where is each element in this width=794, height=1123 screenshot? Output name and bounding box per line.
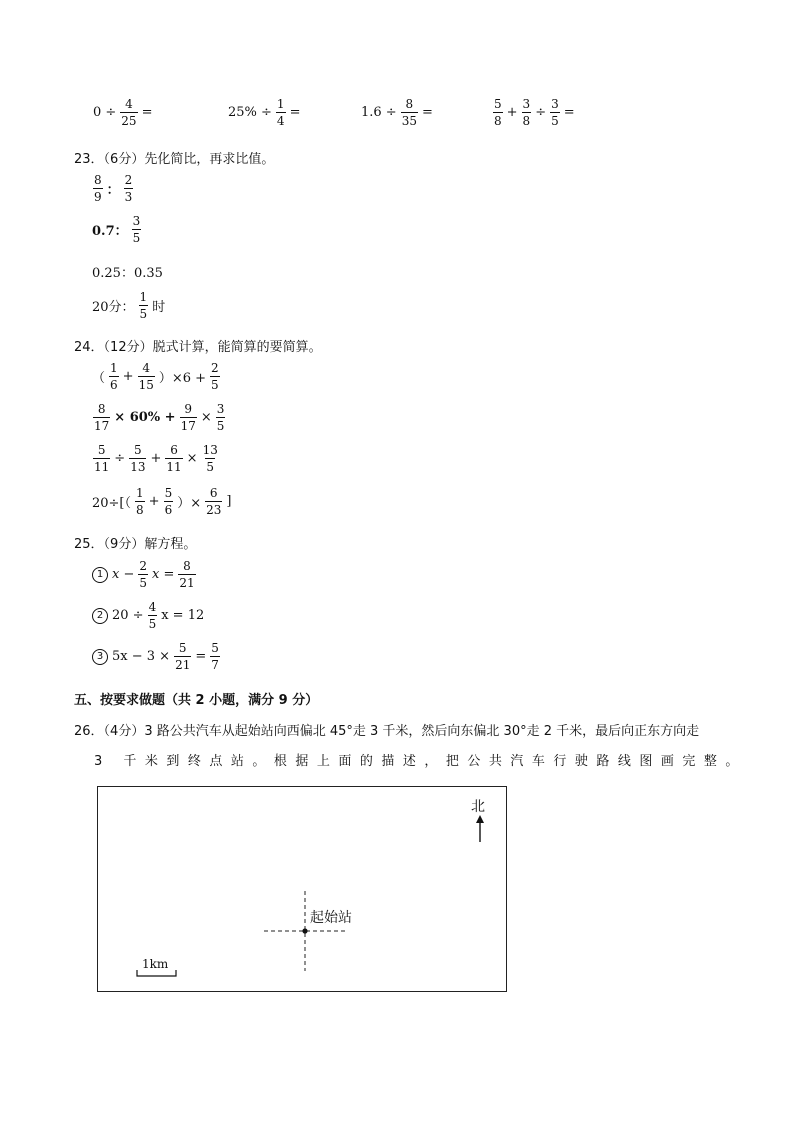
expr-text: 25% ÷ [228,105,272,120]
question-24-title: 24．（12分）脱式计算，能简算的要简算。 [74,340,322,355]
circled-number-2: 2 [92,608,108,624]
equals-sign: = [141,105,153,120]
q24-item-2 [92,403,226,432]
denominator: 35 [401,114,417,128]
numerator: 13 [202,443,218,457]
numerator: 6 [209,486,218,500]
divide-sign: ÷ [114,451,126,466]
denominator: 15 [138,378,154,392]
question-26-line-2: 3 千米到终点站。根据上面的描述，把公共汽车行驶路线图画完整。 [94,754,747,769]
fraction [216,403,226,432]
numerator: 8 [405,97,414,111]
numerator: 5 [494,97,502,111]
expr-text: 0.7： [92,224,128,239]
ratio-colon: ： [106,183,120,198]
numerator: 3 [551,97,559,111]
denominator: 5 [132,231,141,245]
denominator: 7 [211,658,219,672]
fraction [124,174,134,203]
fraction [93,403,110,432]
denominator: 11 [94,460,110,474]
numerator: 4 [148,600,157,614]
fraction [139,291,149,320]
equals-sign: = [421,105,433,120]
denominator: 5 [148,617,157,631]
numerator: 4 [142,361,151,375]
expr-text: 时 [152,300,166,315]
expr-text: 20分： [92,300,135,315]
divide-sign: ÷ [535,105,547,120]
denominator: 5 [216,419,225,433]
expr-text: 0 ÷ [93,105,117,120]
north-label: 北 [471,799,485,815]
question-23-title: 23．（6分）先化简比，再求比值。 [74,152,275,167]
fraction [132,215,142,244]
plus-sign: + [122,369,134,384]
numerator: 5 [178,641,187,655]
denominator: 17 [180,419,196,433]
expr-text: 5x − 3 × [112,649,171,664]
denominator: 5 [139,307,148,321]
fraction [401,98,418,127]
numerator: 5 [164,486,173,500]
north-arrowhead-icon [476,815,484,823]
fraction [550,98,560,127]
equals-sign: = [563,105,575,120]
q24-item-1 [92,362,221,391]
q25-equation-1 [92,560,197,589]
numerator: 6 [170,443,178,457]
q25-equation-2 [92,601,204,630]
denominator: 8 [522,114,531,128]
q23-item-4 [92,291,165,320]
fraction [93,444,110,473]
numerator: 1 [136,486,144,500]
fraction [138,560,148,589]
q24-item-3 [92,444,220,473]
denominator: 4 [276,114,285,128]
fraction [178,560,195,589]
denominator: 23 [206,503,222,517]
denominator: 5 [551,114,559,128]
expr-text: 20÷[（ [92,496,132,511]
circled-number-1: 1 [92,567,108,583]
plus-sign: + [150,451,162,466]
calc-expression-1 [93,98,152,127]
fraction [164,487,174,516]
start-point-dot [302,928,307,933]
numerator: 2 [211,361,219,375]
fraction [276,98,286,127]
denominator: 5 [206,460,215,474]
expr-text: 1.6 ÷ [361,105,397,120]
denominator: 8 [136,503,144,517]
denominator: 5 [211,378,219,392]
bracket-close: ] [226,494,232,509]
numerator: 8 [97,402,106,416]
scale-label: 1km [142,957,169,971]
fraction [180,403,197,432]
numerator: 5 [97,443,106,457]
circled-number-3: 3 [92,649,108,665]
denominator: 6 [164,503,173,517]
fraction [210,642,220,671]
q23-item-3: 0.25：0.35 [92,266,163,281]
section-5-heading: 五、按要求做题（共 2 小题，满分 9 分） [74,693,319,708]
denominator: 21 [175,658,191,672]
equals-sign: = [289,105,301,120]
calc-expression-4 [492,98,575,127]
fraction [129,444,146,473]
numerator: 9 [184,402,193,416]
q25-equation-3 [92,642,221,671]
numerator: 5 [134,443,142,457]
numerator: 3 [132,214,141,228]
q24-item-4 [92,487,231,516]
expr-text: × 60% + [114,410,176,425]
plus-sign: + [506,105,518,120]
fraction [165,444,182,473]
fraction [210,362,220,391]
numerator: 1 [276,97,285,111]
fraction [202,444,219,473]
denominator: 5 [139,576,147,590]
start-station-label: 起始站 [310,910,352,926]
numerator: 1 [139,290,148,304]
q23-item-2 [92,215,142,244]
denominator: 11 [166,460,182,474]
fraction [135,487,145,516]
times-sign: × [200,410,212,425]
denominator: 21 [179,576,195,590]
expr-text: ）×6 + [158,371,207,386]
times-sign: × [186,451,198,466]
fraction [120,98,137,127]
fraction [205,487,222,516]
fraction [148,601,158,630]
q23-item-1 [92,174,134,203]
plus-sign: + [148,494,160,509]
denominator: 3 [124,190,133,204]
expr-text: x − [112,567,135,582]
fraction [138,362,155,391]
denominator: 17 [94,419,110,433]
numerator: 2 [139,559,147,573]
question-26-line-1: 26．（4分）3 路公共汽车从起始站向西偏北 45°走 3 千米，然后向东偏北 30°走 2 千米，最后向正东方向走 [74,724,700,739]
numerator: 5 [211,641,219,655]
denominator: 8 [494,114,502,128]
numerator: 8 [183,559,191,573]
paren-open: （ [92,371,106,386]
fraction [493,98,503,127]
numerator: 1 [110,361,118,375]
route-map-figure [97,786,507,992]
denominator: 13 [130,460,146,474]
numerator: 3 [522,97,531,111]
numerator: 3 [216,402,225,416]
fraction [109,362,119,391]
equals-sign: = [195,649,207,664]
numerator: 8 [94,173,102,187]
denominator: 25 [121,114,137,128]
denominator: 6 [110,378,118,392]
fraction [174,642,191,671]
expr-text: ）× [177,496,202,511]
expr-text: x = 12 [161,608,205,623]
fraction [522,98,532,127]
numerator: 4 [125,97,133,111]
expr-text: x = [152,567,175,582]
fraction [93,174,103,203]
denominator: 9 [94,190,102,204]
calc-expression-2 [228,98,300,127]
question-25-title: 25．（9分）解方程。 [74,537,197,552]
calc-expression-3 [361,98,433,127]
expr-text: 20 ÷ [112,608,144,623]
numerator: 2 [124,173,133,187]
